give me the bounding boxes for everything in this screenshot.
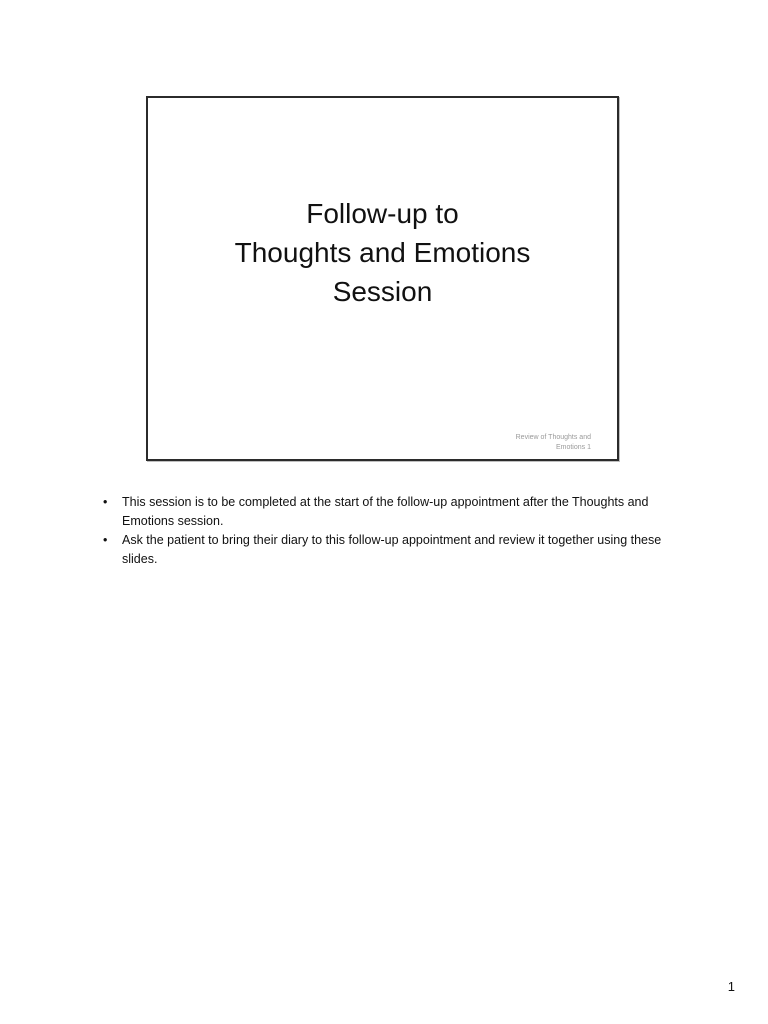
- slide-footer: [451, 433, 591, 453]
- slide-footer-line-2: Emotions 1: [555, 444, 591, 451]
- slide-title-line-2: Thoughts and Emotions: [234, 237, 531, 268]
- notes-item-text: This session is to be completed at the start of the follow-up appointment after the Thoughts and Emotions session.: [122, 495, 649, 528]
- slide-title: [148, 194, 617, 311]
- bullet-icon: •: [103, 533, 108, 547]
- bullet-icon: •: [103, 495, 108, 509]
- page-number: 1: [727, 979, 735, 994]
- notes-item: [101, 531, 681, 569]
- speaker-notes: [101, 493, 681, 569]
- notes-item-text: Ask the patient to bring their diary to this follow-up appointment and review it together using these slides.: [122, 533, 662, 566]
- slide-title-line-3: Session: [332, 276, 433, 307]
- notes-item: [101, 493, 681, 531]
- slide-footer-line-1: Review of Thoughts and: [515, 434, 591, 441]
- slide-title-line-1: Follow-up to: [306, 198, 459, 229]
- slide-thumbnail: [146, 96, 619, 461]
